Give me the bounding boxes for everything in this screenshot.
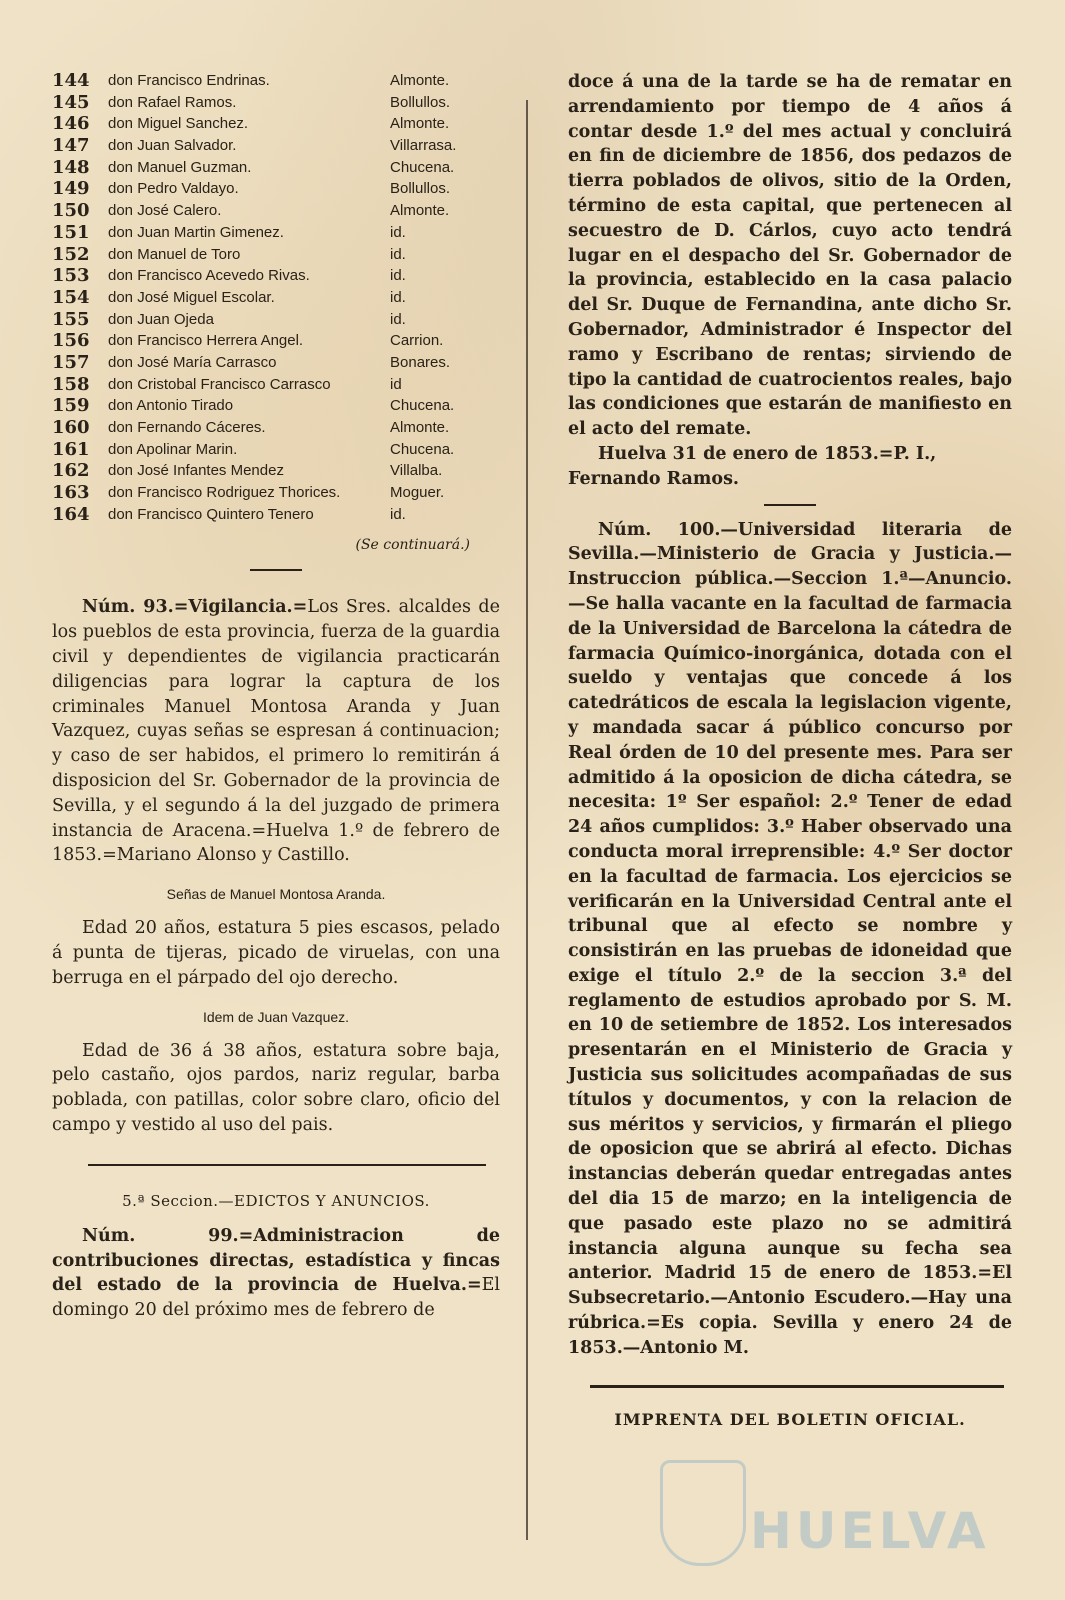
notice-99-label: Núm. 99.=Administracion de contribuciones directas, estadística y fincas del estado de la provincia de Huelva.= xyxy=(52,1225,500,1296)
list-item-place: Bollullos. xyxy=(390,180,451,198)
section-rule xyxy=(88,1164,486,1166)
list-item-num: 148 xyxy=(52,156,90,178)
list-item xyxy=(52,113,500,135)
list-item-name: don Miguel Sanchez. xyxy=(108,115,249,133)
list-item-num: 161 xyxy=(52,438,90,460)
left-column xyxy=(52,70,500,1323)
list-item-place: Almonte. xyxy=(390,419,450,436)
list-item-name: don Francisco Herrera Angel. xyxy=(108,332,304,350)
list-item-name: don José María Carrasco xyxy=(108,353,277,371)
list-item-name: don Francisco Endrinas. xyxy=(108,72,270,89)
list-item-num: 156 xyxy=(52,330,90,352)
list-item-name: don Juan Martin Gimenez. xyxy=(108,223,284,241)
list-item-place: id. xyxy=(390,288,406,306)
notice-99-text-left: El domingo 20 del próximo mes de febrero de xyxy=(52,1275,500,1321)
list-item-name: don José Miguel Escolar. xyxy=(108,288,275,306)
dash-separator xyxy=(250,569,302,571)
list-item xyxy=(52,178,500,200)
list-item-num: 154 xyxy=(52,286,90,308)
notice-93 xyxy=(52,595,500,868)
list-item-num: 163 xyxy=(52,482,90,504)
list-item-num: 164 xyxy=(52,503,90,525)
list-item xyxy=(52,287,500,309)
list-item xyxy=(52,222,500,244)
list-item-place: Almonte. xyxy=(390,115,450,133)
list-item-place: Bollullos. xyxy=(390,93,451,111)
list-item xyxy=(52,352,500,374)
watermark-text: HUELVA xyxy=(750,1502,990,1560)
list-item-num: 159 xyxy=(52,395,90,417)
imprenta-footer: IMPRENTA DEL BOLETIN OFICIAL. xyxy=(614,1409,966,1429)
list-item-place: Carrion. xyxy=(390,332,444,350)
continuara-note: (Se continuará.) xyxy=(355,537,470,554)
list-item xyxy=(52,70,500,92)
senas-vazquez-text: Edad de 36 á 38 años, estatura sobre baja, pelo castaño, ojos pardos, nariz regular, barba poblada, con patillas, color sobre claro, oficio del campo y vestido al uso del pais. xyxy=(52,1040,500,1135)
notice-100-label: Núm. 100.—Universidad literaria de Sevilla.—Ministerio de Gracia y Justicia.—Instruccion pública.—Seccion 1.ª—Anuncio.— xyxy=(568,519,1012,614)
list-item-num: 160 xyxy=(52,417,90,438)
notice-99-signature: Huelva 31 de enero de 1853.=P. I., Fernando Ramos. xyxy=(568,443,937,489)
list-item-name: don José Infantes Mendez xyxy=(108,462,284,480)
list-item-num: 144 xyxy=(52,70,90,91)
list-item-num: 146 xyxy=(52,113,90,135)
list-item-num: 145 xyxy=(52,91,90,113)
list-item-num: 150 xyxy=(52,200,90,222)
notice-93-label: Núm. 93.=Vigilancia.= xyxy=(82,597,308,618)
list-item xyxy=(52,330,500,352)
column-divider xyxy=(526,100,528,1540)
huelva-watermark xyxy=(640,1460,990,1570)
list-item-num: 155 xyxy=(52,308,90,330)
list-item xyxy=(52,244,500,266)
list-item-name: don Francisco Rodriguez Thorices. xyxy=(108,484,341,502)
list-item-name: don Francisco Acevedo Rivas. xyxy=(108,267,310,285)
list-item-name: don Juan Salvador. xyxy=(108,137,237,155)
list-item-place: id. xyxy=(390,505,406,523)
list-item-place: id. xyxy=(390,245,406,263)
list-item xyxy=(52,417,500,439)
list-item-name: don Cristobal Francisco Carrasco xyxy=(108,375,331,393)
list-item-place: id xyxy=(390,375,402,393)
notice-100 xyxy=(568,518,1012,1361)
list-item-name: don Juan Ojeda xyxy=(108,310,214,328)
list-item-place: Chucena. xyxy=(390,440,455,458)
notice-99-start xyxy=(52,1224,500,1323)
list-item-place: id. xyxy=(390,223,406,241)
notice-99-continued: doce á una de la tarde se ha de rematar en arrendamiento por tiempo de 4 años á contar desde 1.º del mes actual y concluirá en fin de diciembre de 1856, dos pedazos de tierra poblados de olivos, sitio de la Orden, término de esta capital, que pertenecen al secuestro de D. Cárlos, cuyo acto tendrá lugar en el despacho del Sr. Gobernador de la provincia, establecido en la casa palacio del Sr. Duque de Fernandina, ante dicho Sr. Gobernador, Administrador é Inspector del ramo y Escribano de rentas; sirviendo de tipo la cantidad de cuatrocientos reales, bajo las condiciones que estarán de manifiesto en el acto del remate. xyxy=(568,72,1012,440)
list-item-num: 158 xyxy=(52,373,90,395)
notice-93-text: Los Sres. alcaldes de los pueblos de esta provincia, fuerza de la guardia civil y dependientes de vigilancia practicarán diligencias para lograr la captura de los criminales Manuel Montosa Aranda y Juan Vazquez, cuyas señas se espresan á continuacion; y caso de ser habidos, el primero lo remitirán á disposicion del Sr. Gobernador de la provincia de Sevilla, y el segundo á la del juzgado de primera instancia de Aracena.=Huelva 1.º de febrero de 1853.=Mariano Alonso y Castillo. xyxy=(52,597,500,866)
senas-montosa-text: Edad 20 años, estatura 5 pies escasos, pelado á punta de tijeras, picado de viruelas, con una berruga en el párpado del ojo derecho. xyxy=(52,918,500,988)
list-item-name: don Fernando Cáceres. xyxy=(108,419,266,436)
list-item-place: Villarrasa. xyxy=(390,137,457,155)
list-item xyxy=(52,374,500,396)
list-item-num: 157 xyxy=(52,351,90,373)
notice-100-text: Se halla vacante en la facultad de farmacia de la Universidad de Barcelona la cátedra de farmacia Químico-inorgánica, dotada con el sueldo y ventajas que concede á los catedráticos de escala la legislacion vigente, y mandada sacar á público concurso por Real órden de 10 del presente mes. Para ser admitido á la oposicion de dicha cátedra, se necesita: 1º Ser español: 2.º Tener de edad 24 años cumplidos: 3.º Haber observado una conducta moral irreprensible: 4.º Ser doctor en la facultad de farmacia. Los ejercicios se verificarán en la Universidad Central ante el tribunal que al efecto se nombre y consistirán en las pruebas de idoneidad que exige el título 2.º de la seccion 3.ª del reglamento de estudios aprobado por S. M. en 10 de setiembre de 1852. Los interesados presentarán en el Ministerio de Gracia y Justicia sus solicitudes acompañadas de sus títulos y documentos, y con la relacion de sus méritos y servicios, y firmarán el pliego de oposicion que se abrirá al efecto. Dichas instancias deberán quedar entregadas antes del dia 15 de marzo; en la inteligencia de que pasado este plazo no se admitirá instancia alguna aunque su fecha sea anterior. Madrid 15 de enero de 1853.=El Subsecretario.—Antonio Escudero.—Hay una rúbrica.=Es copia. Sevilla y enero 24 de 1853.—Antonio M. xyxy=(568,593,1012,1358)
list-item-place: id. xyxy=(390,310,406,328)
list-item-num: 153 xyxy=(52,265,90,287)
list-item-name: don Antonio Tirado xyxy=(108,397,234,415)
list-item xyxy=(52,135,500,157)
senas-montosa-heading: Señas de Manuel Montosa Aranda. xyxy=(166,886,386,903)
list-item-name: don Francisco Quintero Tenero xyxy=(108,505,314,523)
list-item xyxy=(52,482,500,504)
section-5-title: 5.ª Seccion.—EDICTOS Y ANUNCIOS. xyxy=(122,1191,430,1210)
list-item-place: Almonte. xyxy=(390,202,450,220)
list-item xyxy=(52,92,500,114)
list-item-name: don Manuel de Toro xyxy=(108,245,241,263)
list-item xyxy=(52,460,500,482)
list-item-place: id. xyxy=(390,267,406,285)
footer-rule xyxy=(590,1385,1004,1388)
names-list xyxy=(52,70,500,525)
list-item xyxy=(52,395,500,417)
list-item-place: Bonares. xyxy=(390,353,451,371)
list-item-name: don Manuel Guzman. xyxy=(108,158,252,176)
list-item xyxy=(52,504,500,526)
list-item-name: don Apolinar Marin. xyxy=(108,440,238,458)
list-item-num: 152 xyxy=(52,243,90,265)
list-item xyxy=(52,309,500,331)
list-item-place: Chucena. xyxy=(390,158,455,176)
list-item-place: Almonte. xyxy=(390,72,450,89)
list-item xyxy=(52,200,500,222)
list-item-name: don Pedro Valdayo. xyxy=(108,180,239,198)
senas-vazquez-heading: Idem de Juan Vazquez. xyxy=(202,1008,350,1025)
list-item xyxy=(52,439,500,461)
list-item xyxy=(52,157,500,179)
dash-separator-right xyxy=(764,504,816,506)
list-item-name: don José Calero. xyxy=(108,202,222,220)
list-item-num: 147 xyxy=(52,135,90,157)
list-item xyxy=(52,265,500,287)
list-item-num: 149 xyxy=(52,178,90,200)
list-item-place: Moguer. xyxy=(390,484,445,502)
list-item-place: Chucena. xyxy=(390,397,455,415)
list-item-num: 162 xyxy=(52,460,90,482)
list-item-place: Villalba. xyxy=(390,462,443,480)
right-column xyxy=(568,70,1012,1429)
coat-of-arms-icon xyxy=(660,1460,746,1566)
list-item-name: don Rafael Ramos. xyxy=(108,93,237,111)
list-item-num: 151 xyxy=(52,221,90,243)
